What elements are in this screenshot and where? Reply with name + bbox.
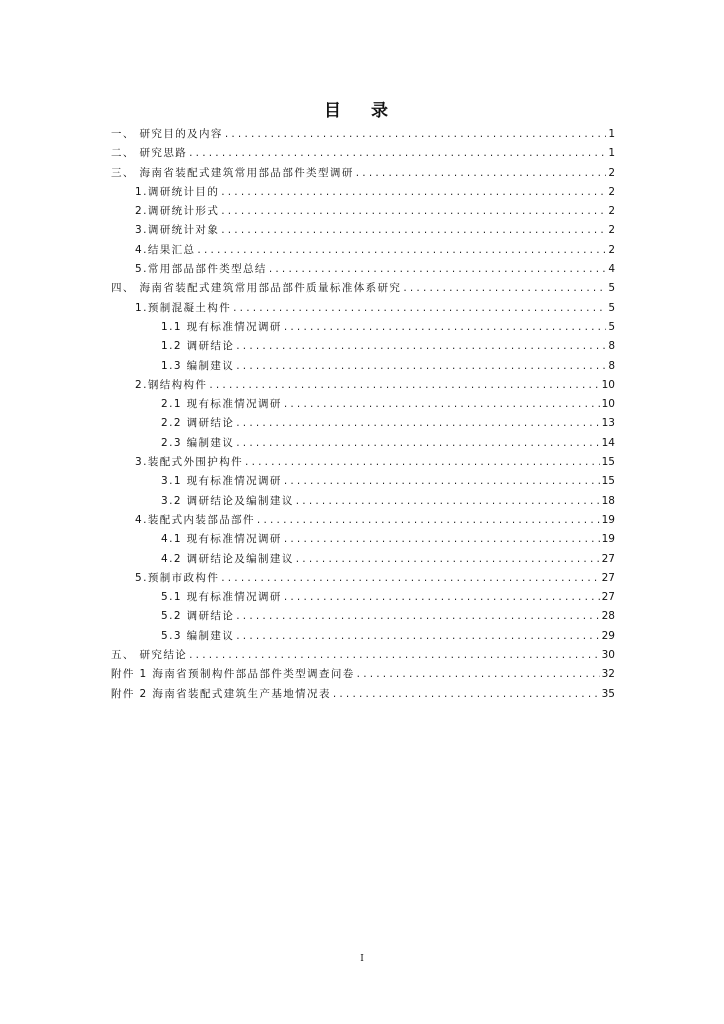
toc-entry-label: 3.2 调研结论及编制建议 bbox=[161, 494, 294, 507]
dot-leader bbox=[236, 357, 606, 376]
toc-entry[interactable] bbox=[111, 318, 615, 337]
toc-entry[interactable] bbox=[111, 221, 615, 240]
dot-leader bbox=[257, 511, 600, 530]
toc-entry-page: 8 bbox=[608, 359, 615, 372]
dot-leader bbox=[236, 607, 599, 626]
toc-entry-page: 32 bbox=[601, 668, 615, 681]
toc-entry-label: 5.预制市政构件 bbox=[135, 571, 220, 584]
toc-entry[interactable] bbox=[111, 183, 615, 202]
dot-leader bbox=[284, 530, 600, 549]
toc-entry-label: 1.调研统计目的 bbox=[135, 185, 220, 198]
toc-entry-label: 2.3 编制建议 bbox=[161, 436, 235, 449]
dot-leader bbox=[221, 221, 606, 240]
dot-leader bbox=[221, 183, 606, 202]
toc-entry[interactable] bbox=[111, 472, 615, 491]
toc-entry-label: 3.调研统计对象 bbox=[135, 224, 220, 237]
dot-leader bbox=[221, 202, 606, 221]
toc-entry[interactable] bbox=[111, 685, 615, 704]
toc-entry-page: 27 bbox=[601, 591, 615, 604]
dot-leader bbox=[225, 125, 606, 144]
toc-entry[interactable] bbox=[111, 241, 615, 260]
dot-leader bbox=[197, 241, 606, 260]
toc-entry-page: 28 bbox=[601, 610, 615, 623]
toc-entry[interactable] bbox=[111, 279, 615, 298]
dot-leader bbox=[189, 646, 599, 665]
toc-entry-page: 29 bbox=[601, 629, 615, 642]
toc-entry-label: 3.1 现有标准情况调研 bbox=[161, 475, 282, 488]
toc-entry[interactable] bbox=[111, 569, 615, 588]
toc-entry[interactable] bbox=[111, 550, 615, 569]
toc-entry-label: 5.2 调研结论 bbox=[161, 610, 235, 623]
toc-entry-page: 13 bbox=[601, 417, 615, 430]
toc-entry-page: 1 bbox=[608, 147, 615, 160]
toc-entry-label: 三、 海南省装配式建筑常用部品部件类型调研 bbox=[111, 166, 354, 179]
toc-entry-label: 1.2 调研结论 bbox=[161, 340, 235, 353]
toc-entry[interactable] bbox=[111, 164, 615, 183]
toc-title: 目 录 bbox=[324, 101, 400, 121]
toc-entry[interactable] bbox=[111, 357, 615, 376]
toc-entry-page: 1 bbox=[608, 128, 615, 140]
toc-entry-label: 1.1 现有标准情况调研 bbox=[161, 320, 282, 333]
dot-leader bbox=[236, 337, 606, 356]
toc-entry[interactable] bbox=[111, 588, 615, 607]
toc-entry-page: 27 bbox=[601, 552, 615, 565]
dot-leader bbox=[403, 279, 606, 298]
dot-leader bbox=[356, 164, 607, 183]
dot-leader bbox=[333, 685, 600, 704]
toc-entry-page: 5 bbox=[608, 320, 615, 333]
toc-entry-page: 10 bbox=[601, 398, 615, 411]
toc-entry[interactable] bbox=[111, 260, 615, 279]
toc-entry-label: 二、 研究思路 bbox=[111, 147, 188, 160]
toc-entry-page: 2 bbox=[608, 243, 615, 256]
toc-entry-label: 3.装配式外围护构件 bbox=[135, 456, 244, 469]
dot-leader bbox=[284, 588, 600, 607]
toc-entry-label: 1.预制混凝土构件 bbox=[135, 301, 232, 314]
dot-leader bbox=[357, 665, 600, 684]
toc-entry[interactable] bbox=[111, 434, 615, 453]
dot-leader bbox=[209, 376, 599, 395]
dot-leader bbox=[296, 550, 600, 569]
toc-entry-page: 27 bbox=[601, 571, 615, 584]
dot-leader bbox=[236, 627, 599, 646]
toc-entry-label: 4.1 现有标准情况调研 bbox=[161, 533, 282, 546]
toc-entry-page: 15 bbox=[601, 456, 615, 469]
toc-entry-page: 5 bbox=[608, 282, 615, 295]
toc-entry[interactable] bbox=[111, 202, 615, 221]
toc-entry-page: 19 bbox=[601, 533, 615, 546]
dot-leader bbox=[189, 144, 606, 163]
toc-entry[interactable] bbox=[111, 492, 615, 511]
toc-entry-label: 2.1 现有标准情况调研 bbox=[161, 398, 282, 411]
toc-entry-page: 4 bbox=[608, 263, 615, 276]
toc-entry-page: 5 bbox=[608, 301, 615, 314]
toc-entry-page: 2 bbox=[608, 185, 615, 198]
toc-entry-page: 35 bbox=[601, 687, 615, 700]
toc-entry-page: 2 bbox=[608, 205, 615, 218]
table-of-contents bbox=[111, 125, 615, 704]
toc-entry-label: 5.1 现有标准情况调研 bbox=[161, 591, 282, 604]
dot-leader bbox=[284, 472, 600, 491]
toc-entry-label: 五、 研究结论 bbox=[111, 649, 188, 662]
toc-entry-label: 2.钢结构构件 bbox=[135, 378, 208, 391]
toc-entry[interactable] bbox=[111, 646, 615, 665]
toc-entry-page: 18 bbox=[601, 494, 615, 507]
toc-entry-page: 19 bbox=[601, 513, 615, 526]
dot-leader bbox=[284, 318, 606, 337]
toc-entry[interactable] bbox=[111, 376, 615, 395]
dot-leader bbox=[236, 434, 599, 453]
toc-entry-label: 附件 1 海南省预制构件部品部件类型调查问卷 bbox=[111, 668, 355, 681]
toc-entry-label: 一、 研究目的及内容 bbox=[111, 128, 223, 140]
toc-entry[interactable] bbox=[111, 144, 615, 163]
toc-entry[interactable] bbox=[111, 530, 615, 549]
toc-entry[interactable] bbox=[111, 395, 615, 414]
toc-entry-page: 8 bbox=[608, 340, 615, 353]
toc-entry[interactable] bbox=[111, 299, 615, 318]
toc-entry-label: 四、 海南省装配式建筑常用部品部件质量标准体系研究 bbox=[111, 282, 402, 295]
dot-leader bbox=[233, 299, 606, 318]
dot-leader bbox=[245, 453, 600, 472]
toc-entry-label: 4.结果汇总 bbox=[135, 243, 196, 256]
toc-entry[interactable] bbox=[111, 511, 615, 530]
toc-entry-label: 附件 2 海南省装配式建筑生产基地情况表 bbox=[111, 687, 331, 700]
toc-entry-label: 4.2 调研结论及编制建议 bbox=[161, 552, 294, 565]
toc-entry-label: 2.调研统计形式 bbox=[135, 205, 220, 218]
toc-entry[interactable] bbox=[111, 414, 615, 433]
toc-entry[interactable] bbox=[111, 627, 615, 646]
toc-entry[interactable] bbox=[111, 453, 615, 472]
dot-leader bbox=[296, 492, 600, 511]
toc-entry-page: 14 bbox=[601, 436, 615, 449]
toc-entry[interactable] bbox=[111, 337, 615, 356]
toc-entry[interactable] bbox=[111, 665, 615, 684]
dot-leader bbox=[269, 260, 606, 279]
page-number: I bbox=[360, 954, 364, 964]
dot-leader bbox=[236, 414, 599, 433]
toc-entry-label: 4.装配式内装部品部件 bbox=[135, 513, 255, 526]
toc-entry-page: 2 bbox=[608, 224, 615, 237]
toc-entry-label: 1.3 编制建议 bbox=[161, 359, 235, 372]
toc-entry[interactable] bbox=[111, 607, 615, 626]
toc-entry-page: 10 bbox=[601, 378, 615, 391]
dot-leader bbox=[284, 395, 600, 414]
toc-entry-label: 5.常用部品部件类型总结 bbox=[135, 263, 267, 276]
toc-entry-label: 2.2 调研结论 bbox=[161, 417, 235, 430]
toc-entry-page: 30 bbox=[601, 649, 615, 662]
toc-entry[interactable] bbox=[111, 125, 615, 144]
toc-entry-page: 15 bbox=[601, 475, 615, 488]
toc-entry-label: 5.3 编制建议 bbox=[161, 629, 235, 642]
toc-entry-page: 2 bbox=[608, 166, 615, 179]
dot-leader bbox=[221, 569, 599, 588]
